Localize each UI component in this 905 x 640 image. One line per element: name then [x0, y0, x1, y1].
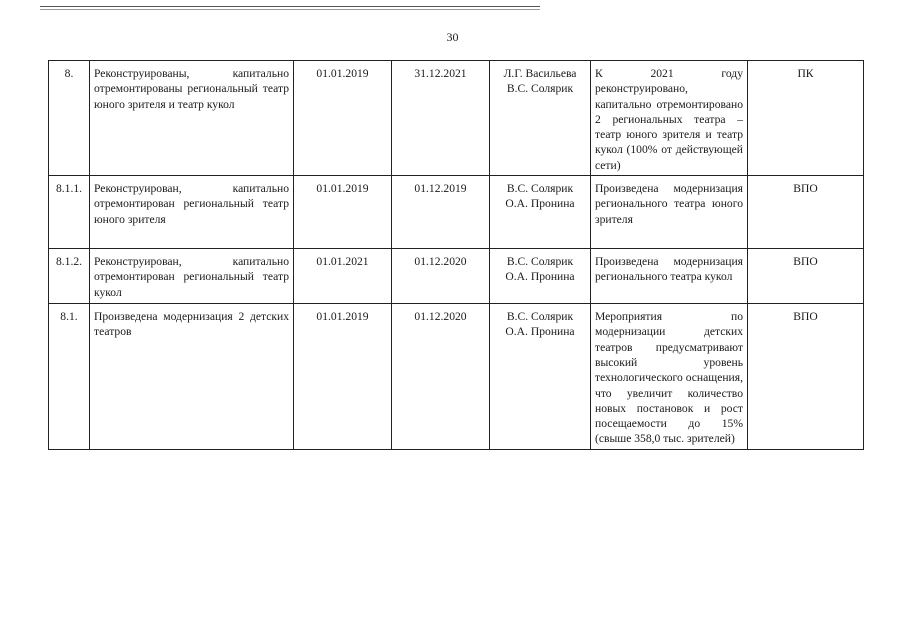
- table-row: [49, 304, 864, 450]
- document-code: ПК: [748, 61, 864, 176]
- document-code: ВПО: [748, 176, 864, 249]
- responsible-person: О.А. Пронина: [505, 270, 575, 284]
- end-date: 01.12.2019: [392, 176, 490, 249]
- page-number: 30: [446, 30, 459, 44]
- start-date: 01.01.2021: [294, 249, 392, 304]
- start-date: 01.01.2019: [294, 176, 392, 249]
- row-number: 8.1.2.: [49, 249, 90, 304]
- end-date: 01.12.2020: [392, 249, 490, 304]
- table-row: [49, 249, 864, 304]
- responsible-persons: [490, 304, 591, 450]
- expected-result: Мероприятия по модернизации детских театров предусматривают высокий уровень технологического оснащения, что увеличит количество новых постановок и рост посещаемости до 15% (свыше 358,0 тыс. зрителей): [591, 304, 748, 450]
- start-date: 01.01.2019: [294, 304, 392, 450]
- responsible-person: В.С. Солярик: [506, 255, 574, 269]
- activity-name: Реконструированы, капитально отремонтированы региональный театр юного зрителя и театр кукол: [90, 61, 294, 176]
- end-date: 01.12.2020: [392, 304, 490, 450]
- end-date: 31.12.2021: [392, 61, 490, 176]
- row-number: 8.: [49, 61, 90, 176]
- document-code: ВПО: [748, 249, 864, 304]
- responsible-person: В.С. Солярик: [506, 310, 574, 324]
- responsible-person: О.А. Пронина: [505, 197, 575, 211]
- responsible-person: В.С. Солярик: [506, 82, 574, 96]
- header-rule: [40, 6, 540, 7]
- responsible-persons: [490, 61, 591, 176]
- table-row: [49, 176, 864, 249]
- expected-result: Произведена модернизация регионального театра юного зрителя: [591, 176, 748, 249]
- start-date: 01.01.2019: [294, 61, 392, 176]
- activities-table: [48, 60, 864, 450]
- responsible-person: О.А. Пронина: [505, 325, 575, 339]
- responsible-person: Л.Г. Васильева: [503, 67, 577, 80]
- responsible-persons: [490, 176, 591, 249]
- expected-result: К 2021 году реконструировано, капитально отремонтировано 2 региональных театра – театр юного зрителя и театр кукол (100% от действующей сети): [591, 61, 748, 176]
- row-number: 8.1.1.: [49, 176, 90, 249]
- activity-name: Реконструирован, капитально отремонтирован региональный театр юного зрителя: [90, 176, 294, 249]
- table-row: [49, 61, 864, 176]
- responsible-person: В.С. Солярик: [506, 182, 574, 196]
- activity-name: Реконструирован, капитально отремонтирован региональный театр кукол: [90, 249, 294, 304]
- activity-name: Произведена модернизация 2 детских театров: [90, 304, 294, 450]
- header-rule-secondary: [40, 9, 540, 10]
- responsible-persons: [490, 249, 591, 304]
- document-code: ВПО: [748, 304, 864, 450]
- expected-result: Произведена модернизация регионального театра кукол: [591, 249, 748, 304]
- row-number: 8.1.: [49, 304, 90, 450]
